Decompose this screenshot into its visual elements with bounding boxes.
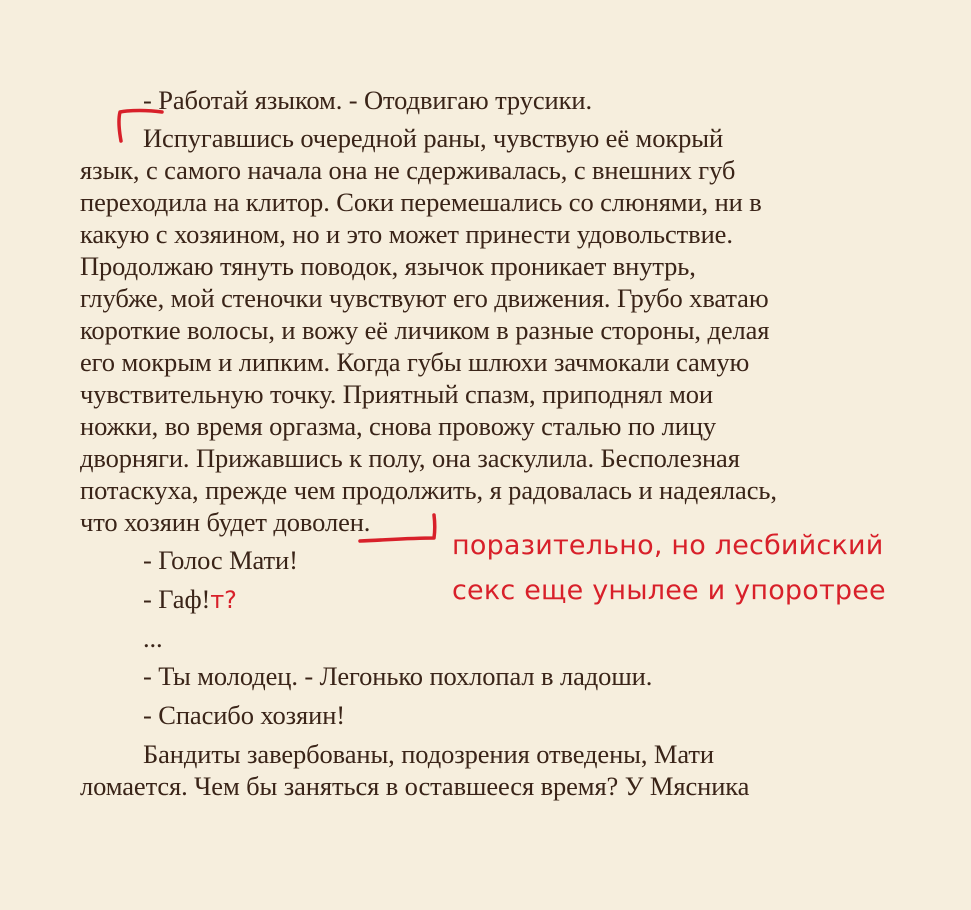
text-line-10: чувствительную точку. Приятный спазм, приподнял мои — [80, 379, 713, 409]
text-line-4: переходила на клитор. Соки перемешались со слюнями, ни в — [80, 187, 762, 217]
annotation-comment-line-1: поразительно, но лесбийский — [452, 530, 884, 561]
text-line-1: - Работай языком. - Отодвигаю трусики. — [143, 85, 592, 115]
text-line-8: короткие волосы, и вожу её личиком в разные стороны, делая — [80, 315, 770, 345]
text-line-7: глубже, мой стеночки чувствуют его движения. Грубо хватаю — [80, 283, 769, 313]
text-line-14: что хозяин будет доволен. — [80, 507, 371, 537]
text-line-5: какую с хозяином, но и это может принести удовольствие. — [80, 219, 733, 249]
end-bracket-mark — [360, 515, 435, 541]
text-line-15: - Голос Мати! — [143, 545, 298, 575]
text-line-12: дворняги. Прижавшись к полу, она заскулила. Бесполезная — [80, 443, 740, 473]
text-line-16 — [143, 583, 237, 615]
text-line-11: ножки, во время оргазма, снова провожу сталью по лицу — [80, 411, 717, 441]
text-line-19: - Спасибо хозяин! — [143, 700, 346, 730]
inline-correction: т? — [210, 586, 237, 614]
text-line-20: Бандиты завербованы, подозрения отведены, Мати — [143, 739, 714, 769]
gaf-text: - Гаф! — [143, 584, 211, 614]
text-line-13: потаскуха, прежде чем продолжить, я радовалась и надеялась, — [80, 475, 777, 505]
text-line-2: Испугавшись очередной раны, чувствую её мокрый — [143, 123, 724, 153]
text-line-17: ... — [143, 623, 163, 653]
annotation-comment-line-2: секс еще унылее и упоротрее — [452, 575, 886, 606]
text-line-9: его мокрым и липким. Когда губы шлюхи зачмокали самую — [80, 347, 750, 377]
text-line-3: язык, с самого начала она не сдерживалась, с внешних губ — [80, 155, 736, 185]
text-line-21: ломается. Чем бы заняться в оставшееся время? У Мясника — [80, 771, 750, 801]
text-line-6: Продолжаю тянуть поводок, язычок проникает внутрь, — [80, 251, 696, 281]
text-line-18: - Ты молодец. - Легонько похлопал в ладоши. — [143, 661, 653, 691]
